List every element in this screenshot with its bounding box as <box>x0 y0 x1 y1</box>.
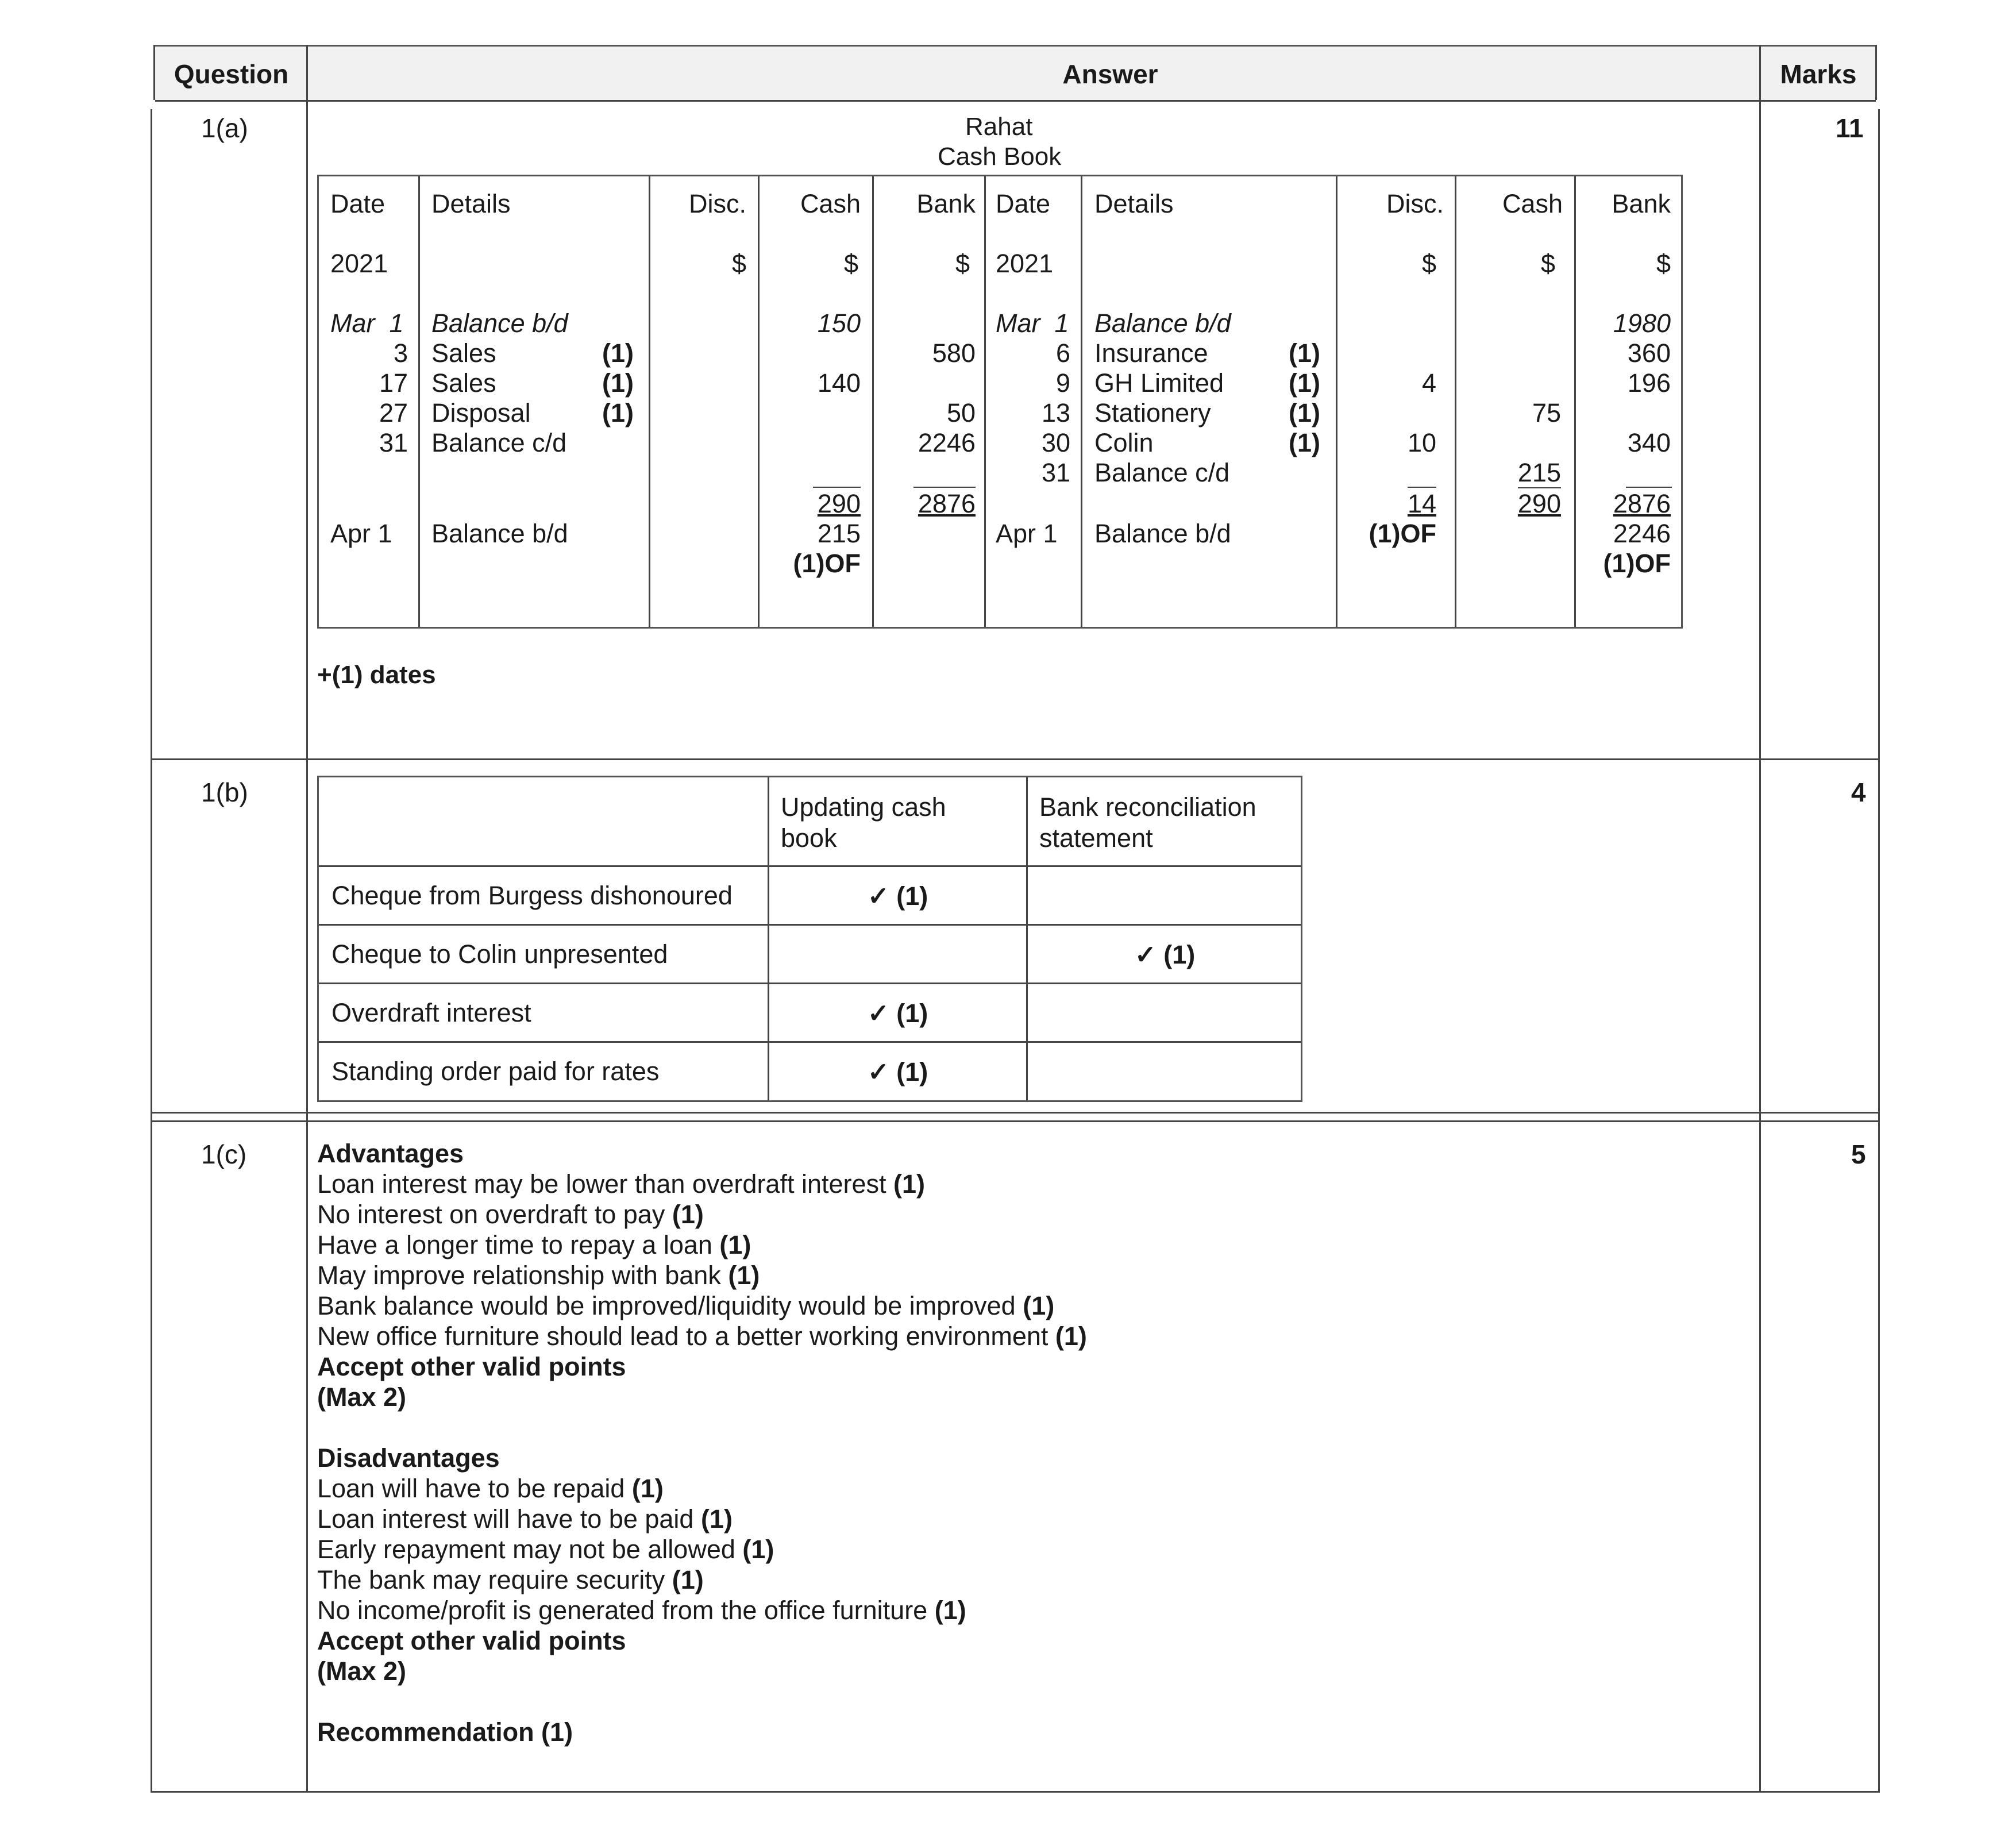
disadvantage-item: Loan interest will have to be paid (1) <box>317 1504 733 1534</box>
col-bank-reconciliation: Bank reconciliation <box>1039 792 1256 822</box>
col-details-left: Details <box>431 189 511 218</box>
outer-left-border <box>153 45 155 100</box>
advantages-heading: Advantages <box>317 1139 464 1168</box>
right-row-bank: 196 <box>1627 368 1671 398</box>
accept-other-points: Accept other valid points <box>317 1352 626 1381</box>
left-row-date: 17 <box>379 368 408 398</box>
table-header <box>155 45 1876 102</box>
tick-mark: ✓ (1) <box>1135 940 1196 969</box>
item-label: Cheque to Colin unpresented <box>331 939 668 969</box>
total-cash-left: 290 <box>817 489 861 518</box>
apr-date-left: Apr 1 <box>330 519 392 548</box>
ledger-vline <box>1336 176 1337 627</box>
left-row-details: Balance c/d <box>431 428 567 457</box>
total-rule <box>813 487 861 488</box>
total-bank-right: 2876 <box>1613 489 1671 518</box>
total-rule <box>1626 487 1672 488</box>
left-row-mark: (1) <box>602 338 634 368</box>
max-marks: (Max 2) <box>317 1382 407 1412</box>
question-label-1b: 1(b) <box>201 777 248 807</box>
left-row-bank: 50 <box>946 398 976 427</box>
outer-left-border-2 <box>151 109 152 1793</box>
left-row-date: Mar 1 <box>330 309 404 338</box>
cash-book-ledger <box>317 175 1683 629</box>
question-label-1a: 1(a) <box>201 113 248 143</box>
item-label: Overdraft interest <box>331 998 531 1027</box>
right-row-disc: 4 <box>1421 368 1436 398</box>
currency-bank-right: $ <box>1656 249 1671 278</box>
right-row-details: Balance b/d <box>1094 309 1231 338</box>
marks-1c: 5 <box>1851 1139 1866 1169</box>
right-row-cash: 75 <box>1532 398 1561 427</box>
left-row-mark: (1) <box>602 398 634 427</box>
col-date-left: Date <box>330 189 386 218</box>
right-row-mark: (1) <box>1289 338 1320 368</box>
advantage-item: Loan interest may be lower than overdraft interest (1) <box>317 1169 926 1199</box>
tb-hline <box>319 1041 1301 1043</box>
advantage-item: Bank balance would be improved/liquidity would be improved (1) <box>317 1291 1055 1320</box>
advantage-item: May improve relationship with bank (1) <box>317 1261 760 1290</box>
left-row-bank: 2246 <box>918 428 976 457</box>
right-row-bank: 1980 <box>1613 309 1671 338</box>
right-row-mark: (1) <box>1289 428 1320 457</box>
left-row-details: Disposal <box>431 398 531 427</box>
row-divider-b1 <box>151 1112 1880 1114</box>
cd-underline <box>1518 487 1561 488</box>
year-left: 2021 <box>330 249 388 278</box>
currency-cash-right: $ <box>1540 249 1555 278</box>
left-row-details: Sales <box>431 338 496 368</box>
header-answer: Answer <box>1062 59 1158 89</box>
advantage-item: Have a longer time to repay a loan (1) <box>317 1230 751 1259</box>
total-cash-right: 290 <box>1517 489 1561 518</box>
tick-mark: ✓ (1) <box>868 1057 928 1087</box>
ledger-vline <box>984 176 986 627</box>
tick-mark: ✓ (1) <box>868 999 928 1028</box>
marks-1a: 11 <box>1836 113 1864 143</box>
apr-bank-of-right: (1)OF <box>1603 549 1671 578</box>
tb-vline <box>1026 777 1028 1100</box>
item-label: Standing order paid for rates <box>331 1057 660 1086</box>
col-updating-cash-book: Updating cash <box>781 792 946 822</box>
col-bank-reconciliation-2: statement <box>1039 823 1153 853</box>
disadvantage-item: The bank may require security (1) <box>317 1565 704 1594</box>
apr-disc-of-right: (1)OF <box>1369 519 1436 548</box>
left-row-date: 31 <box>379 428 408 457</box>
col-disc-right: Disc. <box>1386 189 1444 218</box>
right-row-mark: (1) <box>1289 398 1320 427</box>
apr-cash-left: 215 <box>817 519 861 548</box>
col-cash-left: Cash <box>800 189 861 218</box>
left-row-details: Balance b/d <box>431 309 568 338</box>
right-row-bank: 360 <box>1627 338 1671 368</box>
left-row-mark: (1) <box>602 368 634 398</box>
header-marks: Marks <box>1780 59 1857 89</box>
ledger-vline <box>1081 176 1082 627</box>
dates-mark-note: +(1) dates <box>317 661 436 689</box>
apr-details-right: Balance b/d <box>1094 519 1231 548</box>
col-bank-left: Bank <box>916 189 976 218</box>
cash-book-title: Cash Book <box>938 142 1062 171</box>
bank-treatment-table <box>317 776 1302 1102</box>
total-disc-right: 14 <box>1407 489 1436 518</box>
tb-hline <box>319 924 1301 926</box>
total-rule <box>913 487 976 488</box>
right-row-mark: (1) <box>1289 368 1320 398</box>
outer-right-border-2 <box>1878 109 1880 1793</box>
ledger-vline <box>649 176 650 627</box>
col-updating-cash-book-2: book <box>781 823 837 853</box>
right-row-cash: 215 <box>1517 458 1561 487</box>
right-row-date: 9 <box>1055 368 1070 398</box>
advantage-item: New office furniture should lead to a better working environment (1) <box>317 1322 1087 1351</box>
col-disc-left: Disc. <box>689 189 746 218</box>
tb-hline <box>319 865 1301 867</box>
col-details-right: Details <box>1094 189 1174 218</box>
left-row-cash: 140 <box>817 368 861 398</box>
currency-disc-right: $ <box>1421 249 1436 278</box>
right-row-bank: 340 <box>1627 428 1671 457</box>
tick-mark: ✓ (1) <box>868 881 928 911</box>
header-question: Question <box>174 59 289 89</box>
right-row-details: Stationery <box>1094 398 1211 427</box>
cash-book-owner: Rahat <box>965 113 1033 141</box>
col-cash-right: Cash <box>1502 189 1563 218</box>
ledger-vline <box>418 176 420 627</box>
row-divider-b2 <box>151 1120 1880 1122</box>
header-bottom-rule <box>155 100 1876 102</box>
right-row-details: GH Limited <box>1094 368 1224 398</box>
col-bank-right: Bank <box>1612 189 1671 218</box>
left-row-date: 27 <box>379 398 408 427</box>
disadvantage-item: Loan will have to be repaid (1) <box>317 1474 664 1503</box>
apr-details-left: Balance b/d <box>431 519 568 548</box>
col-divider-1 <box>306 45 308 1793</box>
disadvantages-heading: Disadvantages <box>317 1443 500 1473</box>
left-row-bank: 580 <box>932 338 976 368</box>
right-row-details: Balance c/d <box>1094 458 1230 487</box>
right-row-date: 30 <box>1041 428 1070 457</box>
max-marks: (Max 2) <box>317 1656 407 1686</box>
apr-of-left: (1)OF <box>793 549 861 578</box>
right-row-date: 31 <box>1041 458 1070 487</box>
col-date-right: Date <box>996 189 1051 218</box>
currency-bank-left: $ <box>955 249 970 278</box>
accept-other-points: Accept other valid points <box>317 1626 626 1655</box>
row-divider-a <box>151 758 1880 760</box>
col-divider-2 <box>1759 45 1761 1793</box>
right-row-date: 13 <box>1041 398 1070 427</box>
disadvantage-item: Early repayment may not be allowed (1) <box>317 1535 774 1564</box>
item-label: Cheque from Burgess dishonoured <box>331 881 733 910</box>
tb-hline <box>319 983 1301 984</box>
recommendation: Recommendation (1) <box>317 1717 573 1747</box>
apr-bank-right: 2246 <box>1613 519 1671 548</box>
total-rule <box>1408 487 1436 488</box>
table-bottom-rule <box>151 1791 1880 1793</box>
question-label-1c: 1(c) <box>201 1139 247 1169</box>
tb-vline <box>768 777 769 1100</box>
left-row-cash: 150 <box>817 309 861 338</box>
apr-date-right: Apr 1 <box>996 519 1058 548</box>
year-right: 2021 <box>996 249 1054 278</box>
right-row-details: Insurance <box>1094 338 1208 368</box>
right-row-date: 6 <box>1055 338 1070 368</box>
total-bank-left: 2876 <box>918 489 976 518</box>
outer-right-border <box>1875 45 1877 100</box>
disadvantage-item: No income/profit is generated from the office furniture (1) <box>317 1596 966 1625</box>
right-row-details: Colin <box>1094 428 1154 457</box>
left-row-details: Sales <box>431 368 496 398</box>
advantage-item: No interest on overdraft to pay (1) <box>317 1200 704 1229</box>
currency-disc-left: $ <box>731 249 746 278</box>
left-row-date: 3 <box>393 338 408 368</box>
right-row-date: Mar 1 <box>996 309 1069 338</box>
currency-cash-left: $ <box>843 249 858 278</box>
marks-1b: 4 <box>1851 777 1866 807</box>
right-row-disc: 10 <box>1407 428 1436 457</box>
